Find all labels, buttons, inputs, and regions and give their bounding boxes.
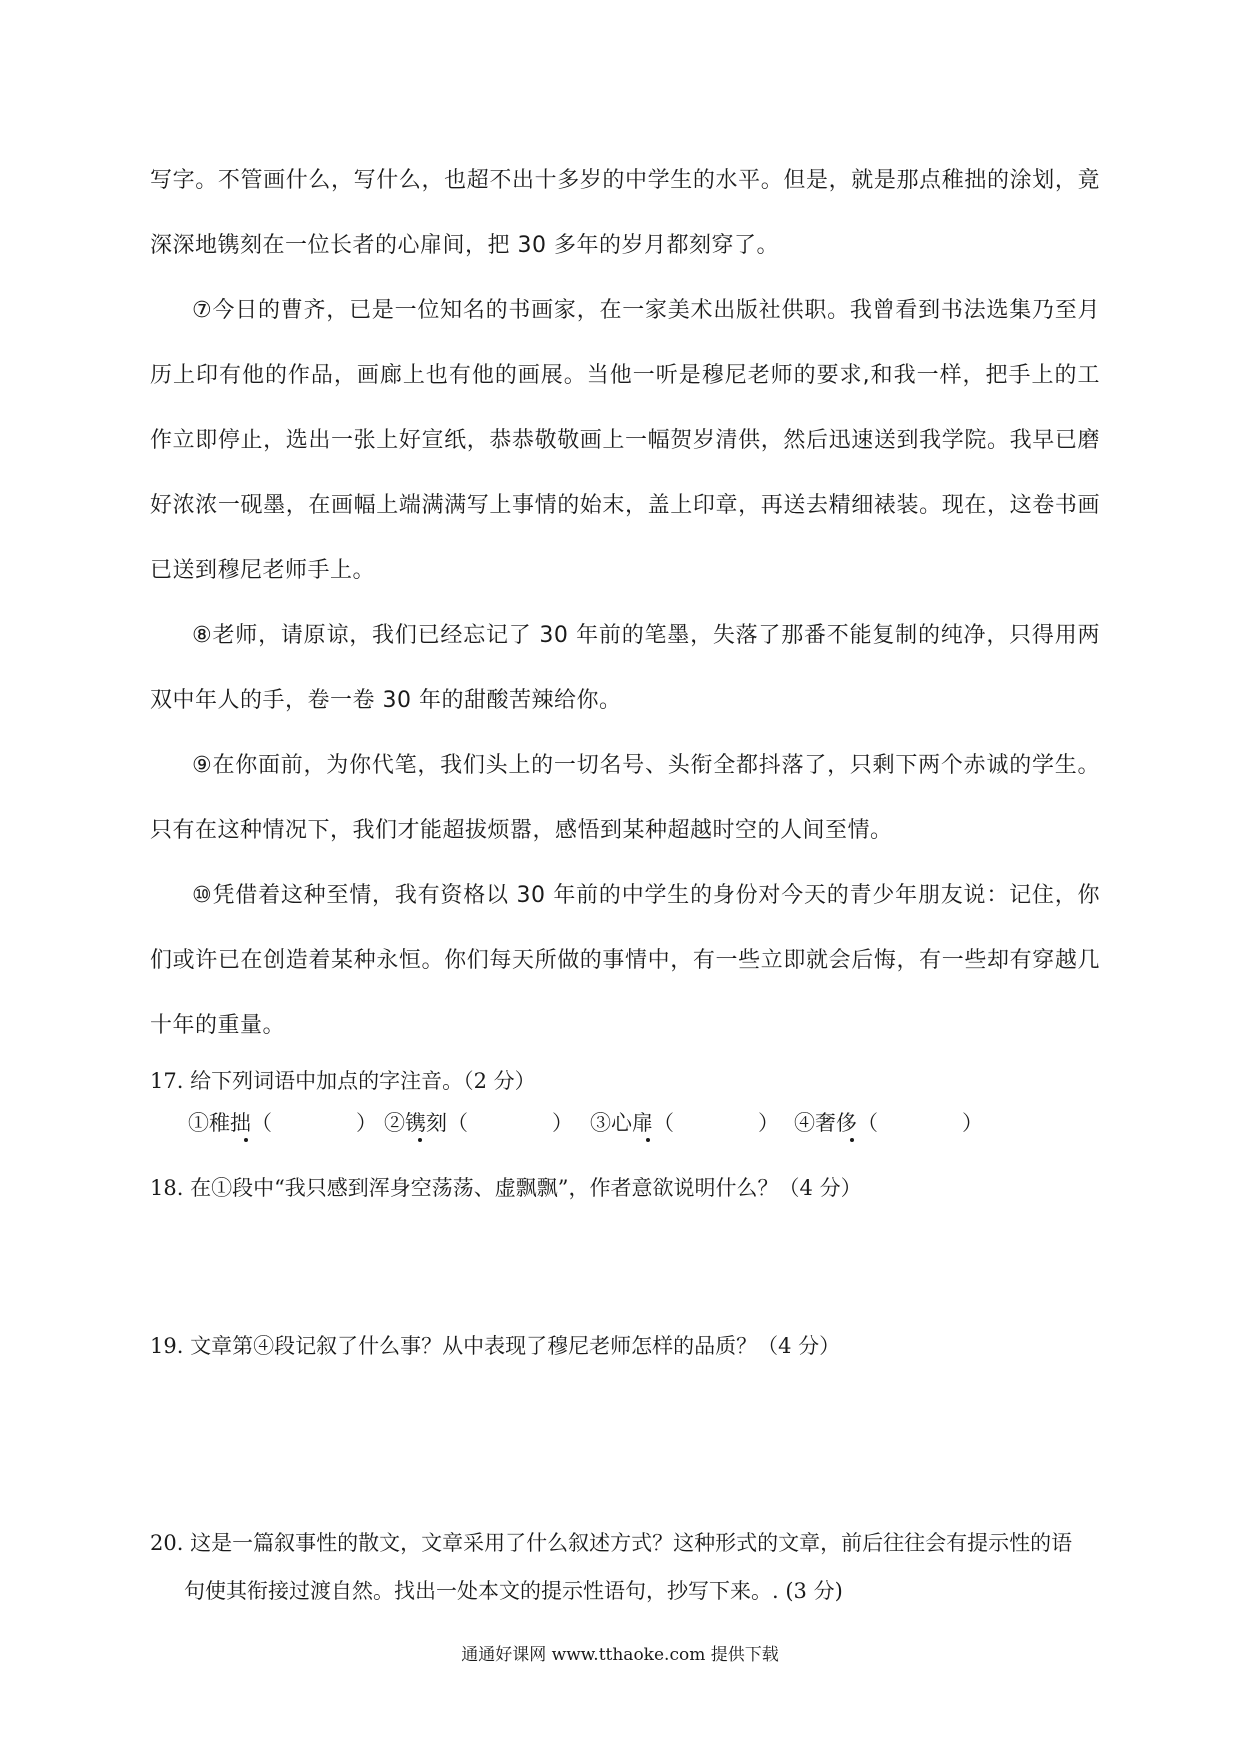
paragraph-7: ⑦今日的曹齐，已是一位知名的书画家，在一家美术出版社供职。我曾看到书法选集乃至月历上印有他的作品，画廊上也有他的画展。当他一听是穆尼老师的要求,和我一样，把手上的工作立即停止，选出一张上好宣纸，恭恭敬敬画上一幅贺岁清供，然后迅速送到我学院。我早已磨好浓浓一砚墨，在画幅上端满满写上事情的始末，盖上印章，再送去精细裱装。现在，这卷书画已送到穆尼老师手上。 [150, 298, 1100, 583]
question-20-line-2: 句使其衔接过渡自然。找出一处本文的提示性语句，抄写下来。. (3 分) [184, 1579, 843, 1603]
option-1-text: ①稚拙（ ） [188, 1111, 377, 1135]
option-4-text: ④奢侈（ ） [794, 1111, 983, 1135]
question-19: 19. 文章第④段记叙了什么事？从中表现了穆尼老师怎样的品质？（4 分） [150, 1334, 841, 1358]
paragraph-9: ⑨在你面前，为你代笔，我们头上的一切名号、头衔全都抖落了，只剩下两个赤诚的学生。只有在这种情况下，我们才能超拔烦嚣，感悟到某种超越时空的人间至情。 [150, 753, 1100, 843]
paragraph-continued: 写字。不管画什么，写什么，也超不出十多岁的中学生的水平。但是，就是那点稚拙的涂划，竟深深地镌刻在一位长者的心扉间，把 30 多年的岁月都刻穿了。 [150, 168, 1100, 258]
footer-source: 通通好课网 www.tthaoke.com 提供下载 [461, 1645, 779, 1665]
question-20-line-1: 20. 这是一篇叙事性的散文，文章采用了什么叙述方式？这种形式的文章，前后往往会有提示性的语 [150, 1531, 1073, 1555]
paragraph-10: ⑩凭借着这种至情，我有资格以 30 年前的中学生的身份对今天的青少年朋友说：记住，你们或许已在创造着某种永恒。你们每天所做的事情中，有一些立即就会后悔，有一些却有穿越几十年的重量。 [150, 883, 1100, 1038]
option-1 [188, 1107, 398, 1137]
question-18: 18. 在①段中“我只感到浑身空荡荡、虚飘飘”，作者意欲说明什么？（4 分） [150, 1176, 862, 1200]
emphasis-dot [418, 1138, 422, 1142]
emphasis-dot [850, 1138, 854, 1142]
question-17: 17. 给下列词语中加点的字注音。（2 分） [150, 1069, 536, 1093]
emphasis-dot [244, 1138, 248, 1142]
option-2 [384, 1107, 594, 1137]
option-2-text: ②镌刻（ ） [384, 1111, 573, 1135]
option-3-text: ③心扉（ ） [590, 1111, 779, 1135]
reading-passage [150, 148, 1100, 1058]
question-17-options [188, 1107, 1088, 1137]
option-3 [590, 1107, 800, 1137]
emphasis-dot [646, 1138, 650, 1142]
paragraph-8: ⑧老师，请原谅，我们已经忘记了 30 年前的笔墨，失落了那番不能复制的纯净，只得用两双中年人的手，卷一卷 30 年的甜酸苦辣给你。 [150, 623, 1100, 713]
option-4 [794, 1107, 1004, 1137]
